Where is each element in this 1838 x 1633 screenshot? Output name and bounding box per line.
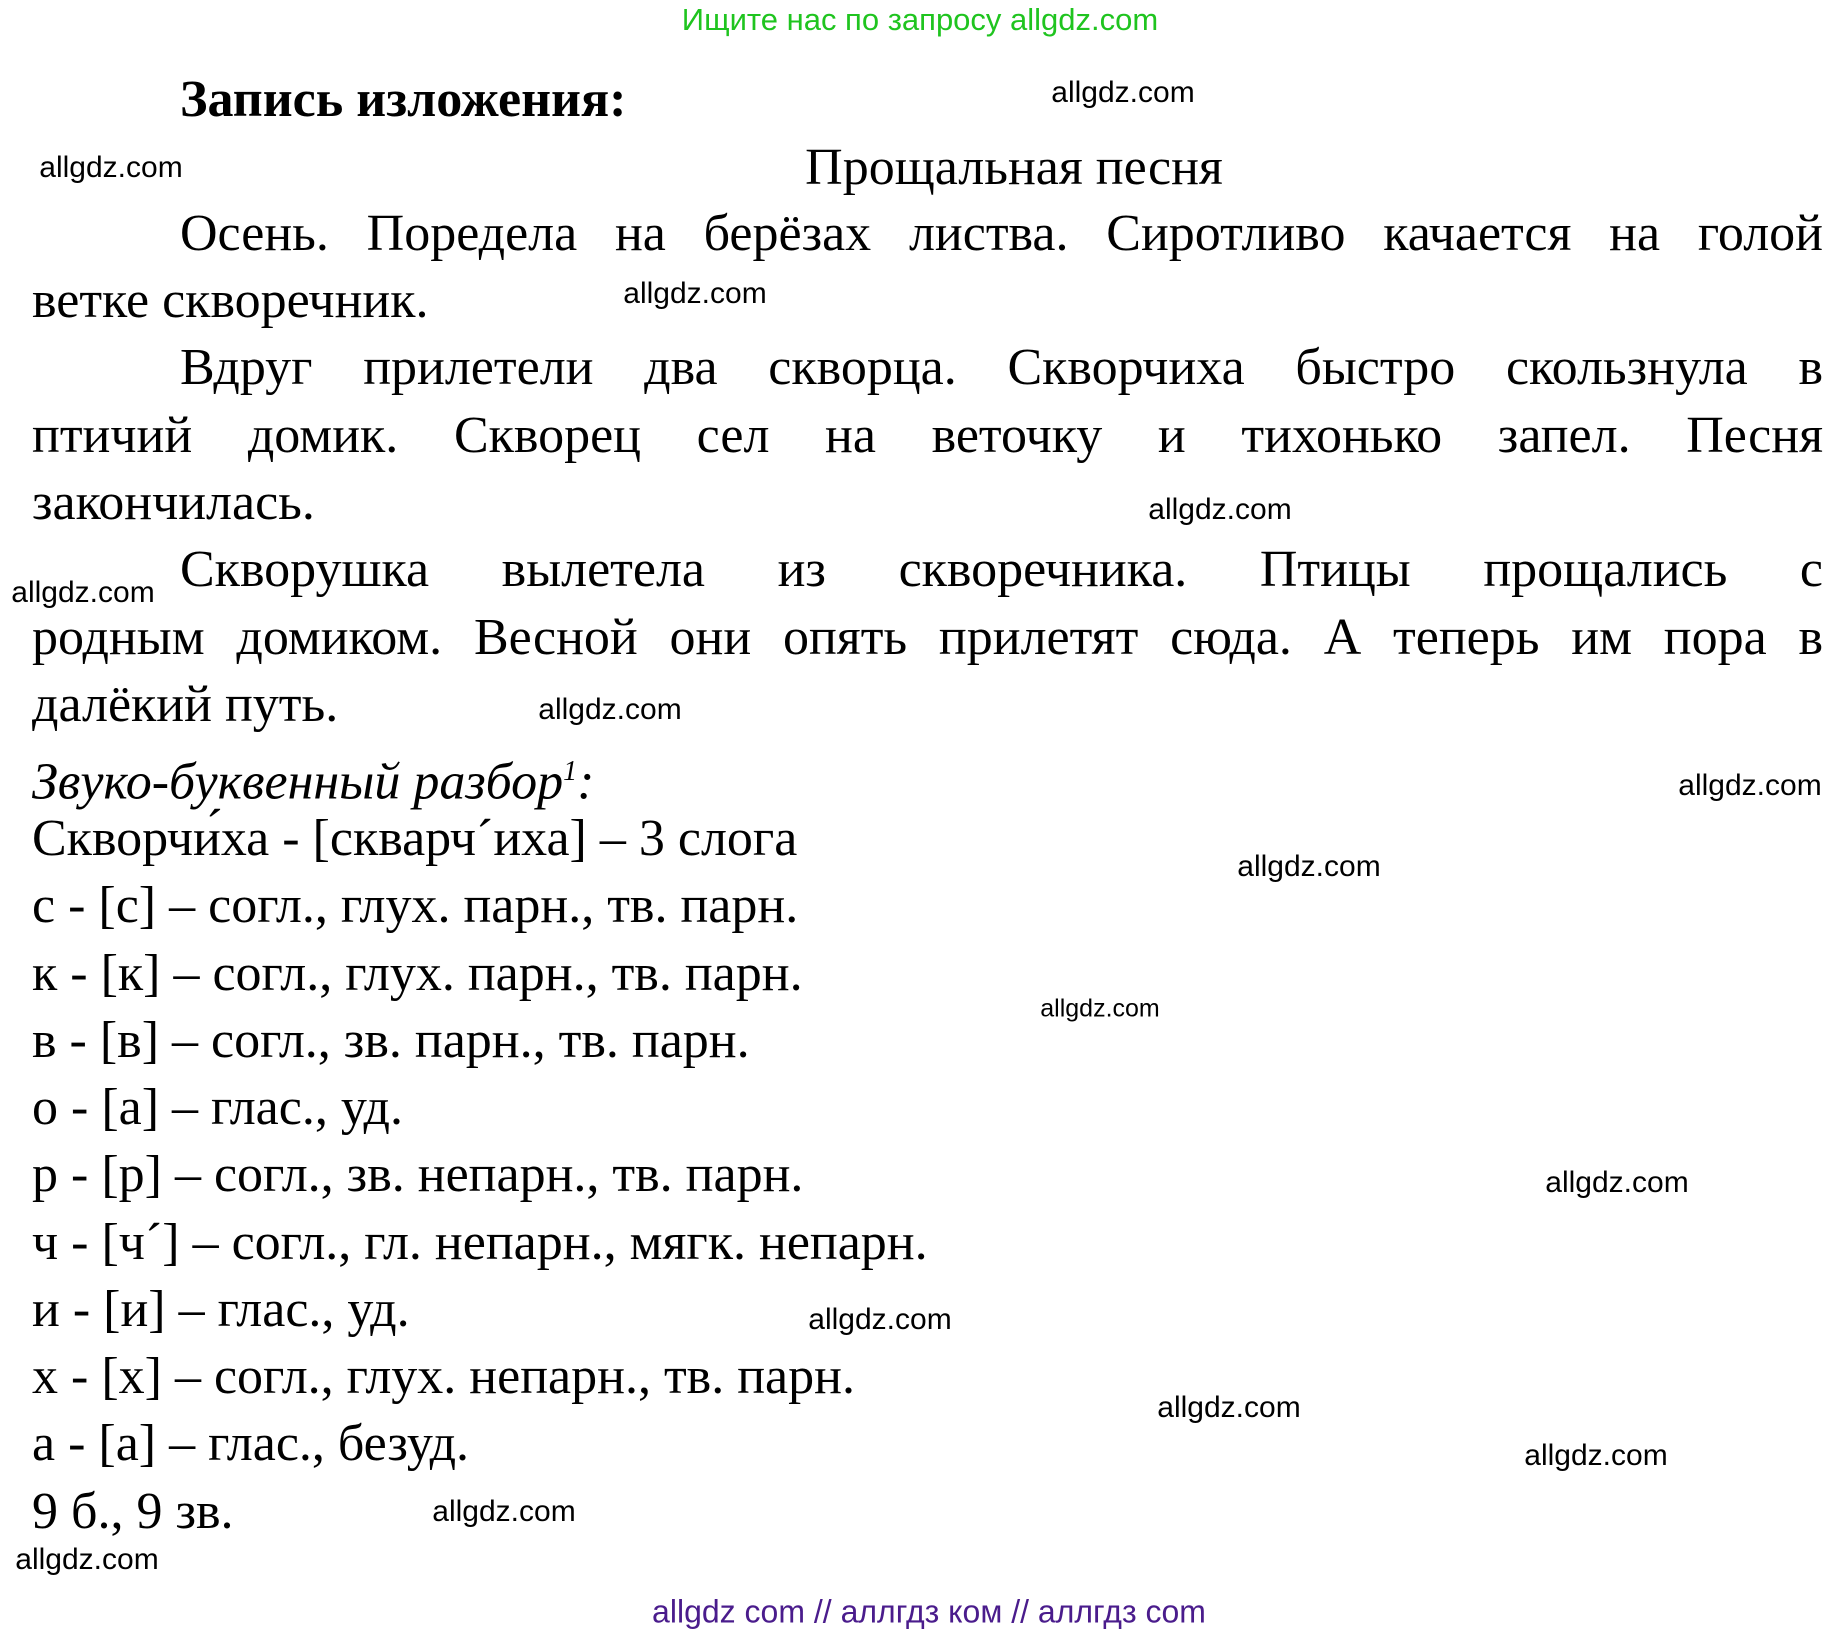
text-line: далёкий путь. (32, 676, 339, 733)
watermark: allgdz.com (1545, 1166, 1689, 1199)
letter-line: и - [и] – глас., уд. (32, 1281, 410, 1338)
text-line: птичий домик. Скворец сел на веточку и тихонько запел. Песня (32, 407, 1823, 464)
watermark: allgdz.com (1524, 1439, 1668, 1472)
analysis-heading-text: Звуко-буквенный разбор (32, 753, 564, 811)
text-line: закончилась. (32, 474, 315, 531)
story-title: Прощальная песня (805, 139, 1223, 196)
watermark: allgdz.com (1051, 76, 1195, 109)
watermark: allgdz.com (11, 576, 155, 609)
letter-line: р - [р] – согл., зв. непарн., тв. парн. (32, 1146, 804, 1203)
letter-line: в - [в] – согл., зв. парн., тв. парн. (32, 1012, 750, 1069)
text-line: Осень. Поредела на берёзах листва. Сиротливо качается на голой (180, 205, 1823, 262)
summary-line: 9 б., 9 зв. (32, 1483, 234, 1540)
search-banner: Ищите нас по запросу allgdz.com (681, 2, 1159, 37)
watermark: allgdz.com (1237, 850, 1381, 883)
bottom-banner: allgdz com // аллгдз ком // аллгдз com (652, 1593, 1206, 1630)
analysis-heading-colon: : (577, 753, 595, 811)
footnote-mark: 1 (563, 756, 578, 787)
text-line: Вдруг прилетели два скворца. Скворчиха быстро скользнула в (180, 339, 1823, 396)
watermark: allgdz.com (623, 277, 767, 310)
watermark: allgdz.com (432, 1495, 576, 1528)
letter-line: с - [с] – согл., глух. парн., тв. парн. (32, 877, 799, 934)
text-line: ветке скворечник. (32, 272, 429, 329)
watermark: allgdz.com (1678, 769, 1822, 802)
watermark: allgdz.com (1157, 1391, 1301, 1424)
watermark: allgdz.com (39, 151, 183, 184)
watermark: allgdz.com (808, 1303, 952, 1336)
watermark: allgdz.com (15, 1543, 159, 1576)
text-line: Скворушка вылетела из скворечника. Птицы прощались с (180, 541, 1823, 598)
letter-line: х - [х] – согл., глух. непарн., тв. парн. (32, 1348, 855, 1405)
letter-line: а - [а] – глас., безуд. (32, 1415, 470, 1472)
word-line: Скворчи́ха - [скварч´иха] – 3 слога (32, 810, 798, 867)
watermark: allgdz.com (538, 693, 682, 726)
text-line: родным домиком. Весной они опять прилетят сюда. А теперь им пора в (32, 609, 1823, 666)
watermark: allgdz.com (1148, 493, 1292, 526)
watermark: allgdz.com (1040, 994, 1160, 1023)
analysis-heading (32, 738, 1823, 811)
letter-line: ч - [ч´] – согл., гл. непарн., мягк. непарн. (32, 1214, 928, 1271)
heading: Запись изложения: (180, 71, 627, 128)
letter-line: к - [к] – согл., глух. парн., тв. парн. (32, 945, 803, 1002)
letter-line: о - [а] – глас., уд. (32, 1079, 404, 1136)
